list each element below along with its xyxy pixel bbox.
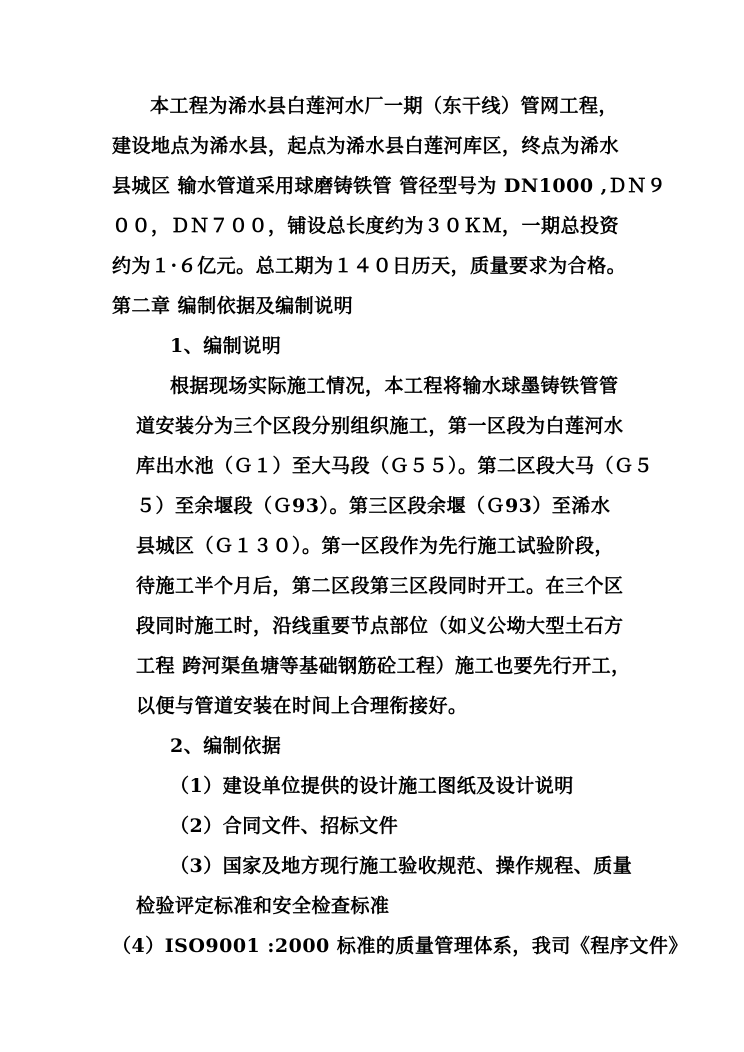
section1-line-6: 待施工半个月后，第二区段第三区段同时开工。在三个区	[136, 575, 624, 597]
intro-line-2: 建设地点为浠水县，起点为浠水县白莲河库区，终点为浠水	[112, 135, 620, 157]
basis-item-4: （4）ISO9001 :2000 标准的质量管理体系，我司《程序文件》	[112, 935, 688, 957]
basis-item-3: （3）国家及地方现行施工验收规范、操作规程、质量	[170, 855, 633, 877]
intro-line-5: 约为１·６亿元。总工期为１４０日历天，质量要求为合格。	[112, 255, 627, 277]
chapter-title: 第二章 编制依据及编制说明	[112, 295, 354, 317]
section1-line-1: 根据现场实际施工情况，本工程将输水球墨铸铁管管	[170, 375, 619, 397]
section1-line-9: 以便与管道安装在时间上合理衔接好。	[136, 695, 468, 717]
basis-item-2: （2）合同文件、招标文件	[170, 815, 399, 837]
section2-title: 2、编制依据	[170, 735, 282, 757]
section1-title: 1、编制说明	[170, 335, 282, 357]
section1-line-4: ５）至余堰段（Ｇ93）。第三区段余堰（Ｇ93）至浠水	[136, 495, 611, 517]
basis-item-1: （1）建设单位提供的设计施工图纸及设计说明	[170, 775, 574, 797]
section1-line-3: 库出水池（Ｇ１）至大马段（Ｇ５５）。第二区段大马（Ｇ５	[136, 455, 654, 477]
section1-line-5: 县城区（Ｇ１３０）。第一区段作为先行施工试验阶段，	[136, 535, 615, 557]
intro-line-4: ００，ＤＮ７００，铺设总长度约为３０ＫＭ，一期总投资	[112, 215, 620, 237]
section1-line-2: 道安装分为三个区段分别组织施工，第一区段为白莲河水	[136, 415, 624, 437]
basis-item-3-cont: 检验评定标准和安全检查标准	[136, 895, 390, 917]
section1-line-7: 段同时施工时，沿线重要节点部位（如义公坳大型土石方	[136, 615, 624, 637]
intro-line-3: 县城区 输水管道采用球磨铸铁管 管径型号为 DN1000 ,ＤＮ９	[112, 175, 667, 197]
section1-line-8: 工程 跨河渠鱼塘等基础钢筋砼工程）施工也要先行开工，	[136, 655, 631, 677]
intro-line-1: 本工程为浠水县白莲河水厂一期（东干线）管网工程，	[150, 95, 619, 117]
